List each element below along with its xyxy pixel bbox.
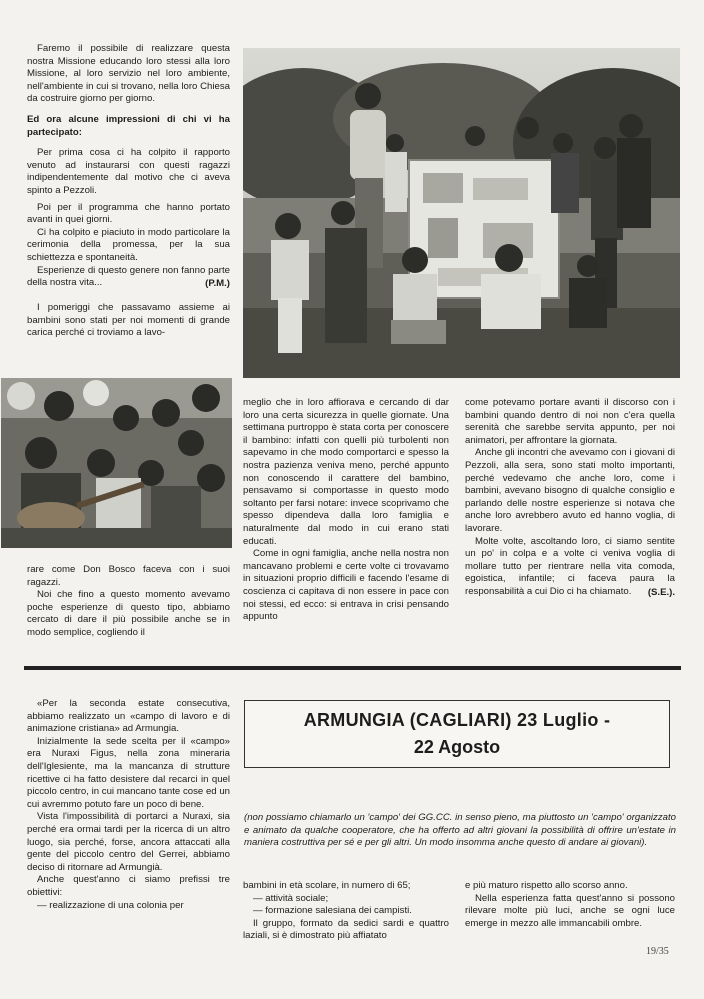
column-2 xyxy=(243,397,449,628)
paragraph: Nella esperienza fatta quest'anno si possono rilevare molte più luci, anche se ogni luce emerge in mezzo alle immancabili ombre. xyxy=(465,892,675,929)
paragraph: Faremo il possibile di realizzare questa nostra Missione educando loro stessi alla loro Missione, al loro servizio nel loro ambiente, nell'ambiente in cui si trovano, nella loro Chiesa da costruire giorno per giorno. xyxy=(27,43,230,105)
paragraph: Ci ha colpito e piaciuto in modo particolare la cerimonia della promessa, per la sua schiettezza e spontaneità. xyxy=(27,226,230,263)
paragraph: e più maturo rispetto allo scorso anno. xyxy=(465,880,628,891)
paragraph: come potevamo portare avanti il discorso con i bambini quando dentro di noi non c'era quella serenità che sarebbe servita appunto, per noi animatori, per affrontare la giornata. xyxy=(465,397,675,446)
paragraph: Molte volte, ascoltando loro, ci siamo sentite un po' in colpa e a volte ci veniva voglia di mollare tutto per rientrare nella vita comoda, egoistica, infantile; ci faceva paura la responsabilità a cui Dio ci ha chiamato. xyxy=(465,535,675,597)
event-title-end-date: 22 Agosto xyxy=(413,737,501,757)
paragraph: Esperienze di questo genere non fanno parte della nostra vita... xyxy=(27,264,230,289)
column-1-bottom xyxy=(27,564,230,644)
photo-drawing xyxy=(243,48,680,378)
paragraph: Come in ogni famiglia, anche nella nostra non mancavano problemi e certe volte ci trovavamo in situazioni proprio difficili e facendo l'esame di coscienza ci capitava di non essere in pace con noi stessi, ed ecco: si entrava in crisi pensando appunto xyxy=(243,548,449,623)
signature: (P.M.) xyxy=(205,277,230,289)
paragraph: — realizzazione di una colonia per xyxy=(37,899,184,911)
paragraph: bambini in età scolare, in numero di 65; xyxy=(243,880,411,891)
section-heading: Ed ora alcune impressioni di chi vi ha partecipato: xyxy=(27,113,230,138)
column-1-top xyxy=(27,43,230,344)
paragraph: Noi che fino a questo momento avevamo poche esperienze di questo tipo, abbiamo cercato di dare il più possibile anche se in modo semplice, cogliendo il xyxy=(27,589,230,638)
photo-children-with-guitar xyxy=(1,378,232,548)
lower-right-column xyxy=(465,880,675,934)
paragraph: meglio che in loro affiorava e cercando di dar loro una certa sicurezza in quelle giornate. Una settimana purtroppo è stata corta per conoscere il bambino: infatti con quelli più turbolenti non sapevamo in che modo comportarci e spesso la nostra pazienza veniva meno, perché appunto non conoscendo il carattere del bambino, pensavamo si comportasse in questo modo soltanto per farsi notare: invece scoprivamo che spesso dipendeva dalla loro famiglia e naturalmente dal modo in cui erano stati educati. xyxy=(243,397,449,547)
list-item: — formazione salesiana dei campisti. xyxy=(253,905,412,917)
group-photo-children-poster xyxy=(243,48,680,378)
signature: (S.E.). xyxy=(647,586,675,598)
column-3 xyxy=(465,397,675,603)
lower-middle-column xyxy=(243,880,449,947)
paragraph: Per prima cosa ci ha colpito il rapporto venuto ad instaurarsi con questi ragazzi indipendentemente dal motivo che ci aveva spinto a Pezzoli. xyxy=(27,147,230,196)
section-divider xyxy=(24,666,681,670)
paragraph: Poi per il programma che hanno portato avanti in quei giorni. xyxy=(27,201,230,226)
paragraph: Anche gli incontri che avevamo con i giovani di Pezzoli, alla sera, sono stati molto importanti, perché vedevamo che anche loro, come i bambini, avevano bisogno di qualche consiglio e parlando delle nostre esperienze si notava che anche loro avrebbero avuto ed hanno voglia, di lavorare. xyxy=(465,447,675,534)
photo-drawing xyxy=(1,378,232,548)
paragraph: Anche quest'anno ci siamo prefissi tre obiettivi: xyxy=(27,874,230,898)
paragraph: «Per la seconda estate consecutiva, abbiamo realizzato un «campo di lavoro e di animazione cristiana» ad Armungia. xyxy=(27,698,230,735)
event-title-location-date: ARMUNGIA (CAGLIARI) 23 Luglio - xyxy=(303,710,611,730)
paragraph: rare come Don Bosco faceva con i suoi ragazzi. xyxy=(27,564,230,588)
paragraph: I pomeriggi che passavamo assieme ai bambini sono stati per noi momenti di grande carica perché ci troviamo a lavo- xyxy=(27,302,230,339)
event-title-box xyxy=(244,700,670,768)
italic-note: (non possiamo chiamarlo un 'campo' dei GG.CC. in senso pieno, ma piuttosto un 'campo' organizzato e animato da qualche cooperatore, che ha offerto ad altri giovani la possibilità di offrire un'estate in maniera costruttiva per sé e per gli altri. Un modo insomma anche questo di andare ai giovani). xyxy=(244,812,676,849)
paragraph: Vista l'impossibilità di portarci a Nuraxi, sia perché era ormai tardi per la ricerca di un altro luogo, sia perché, forse, ancora attaccati alla gente del piccolo centro del Gerrei, abbiamo deciso di ritornare ad Armungià. xyxy=(27,811,230,873)
list-item: — attività sociale; xyxy=(253,892,329,904)
lower-left-column xyxy=(27,698,230,916)
page-number: 19/35 xyxy=(646,946,669,957)
paragraph: Il gruppo, formato da sedici sardi e quattro laziali, si è dimostrato più affiatato xyxy=(243,917,449,942)
paragraph: Inizialmente la sede scelta per il «campo» era Nuraxi Figus, nella zona mineraria dell'Iglesiente, ma la mancanza di strutture ricettive ci ha fatto desistere dal recarci in quel piccolo centro, in cui mancano tante cose ed un cui avremmo potuto fare un poco di bene. xyxy=(27,735,230,810)
